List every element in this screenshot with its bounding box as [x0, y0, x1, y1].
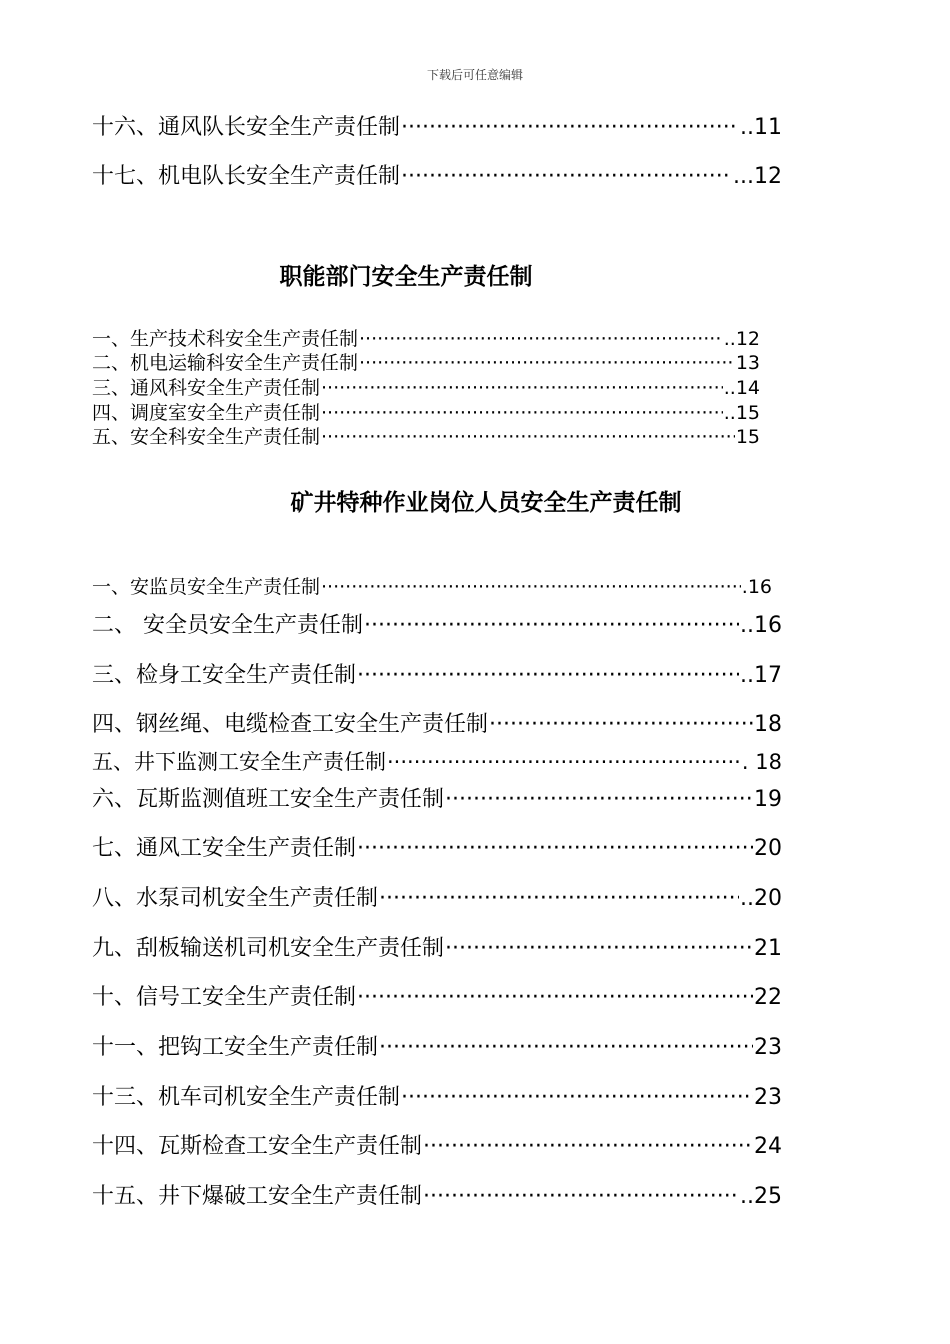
toc-entry-page: 13 [735, 352, 760, 374]
toc-entry-label: 十一、把钩工安全生产责任制 [92, 1035, 379, 1060]
toc-leader-dots [321, 576, 741, 598]
toc-entry-page: 23 [754, 1035, 782, 1060]
toc-leader-dots [445, 787, 753, 812]
toc-entry[interactable] [92, 831, 782, 862]
toc-leader-dots [401, 115, 739, 140]
toc-entry-page: ..16 [740, 613, 782, 638]
toc-entry-page: 18 [754, 712, 782, 737]
toc-leader-dots [423, 1184, 739, 1209]
toc-leader-dots [423, 1134, 753, 1159]
toc-leader-dots [357, 663, 739, 688]
toc-entry-page: ...12 [733, 164, 782, 189]
toc-entry[interactable] [92, 159, 782, 190]
toc-entry[interactable] [92, 782, 782, 813]
toc-leader-dots [321, 402, 723, 424]
toc-leader-dots [489, 712, 753, 737]
toc-entry[interactable] [92, 1129, 782, 1160]
toc-entry[interactable] [92, 608, 782, 639]
toc-entry-label: 六、瓦斯监测值班工安全生产责任制 [92, 787, 445, 812]
toc-entry-label: 一、生产技术科安全生产责任制 [92, 328, 359, 350]
toc-entry[interactable] [92, 746, 782, 776]
toc-entry-label: 二、 安全员安全生产责任制 [92, 613, 363, 638]
page-header: 下载后可任意编辑 [426, 68, 523, 82]
toc-leader-dots [379, 1035, 753, 1060]
toc-entry[interactable] [92, 980, 782, 1011]
toc-entry[interactable] [92, 324, 760, 351]
toc-entry[interactable] [92, 373, 760, 400]
toc-entry-label: 五、井下监测工安全生产责任制 [92, 750, 386, 774]
toc-leader-dots [357, 836, 753, 861]
toc-entry-label: 三、通风科安全生产责任制 [92, 377, 321, 399]
toc-entry-page: . 18 [741, 750, 782, 774]
toc-leader-dots [364, 613, 739, 638]
toc-entry[interactable] [92, 110, 782, 141]
toc-leader-dots [357, 985, 753, 1010]
toc-entry-page: ..25 [740, 1184, 782, 1209]
toc-entry-label: 一、安监员安全生产责任制 [92, 576, 321, 598]
toc-entry-page: ..12 [723, 328, 760, 350]
toc-entry-page: 21 [754, 936, 782, 961]
toc-entry[interactable] [92, 422, 760, 449]
toc-entry-label: 十四、瓦斯检查工安全生产责任制 [92, 1134, 423, 1159]
section-heading: 职能部门安全生产责任制 [279, 264, 533, 290]
toc-entry[interactable] [92, 398, 760, 425]
toc-leader-dots [445, 936, 753, 961]
toc-entry-page: ..11 [740, 115, 782, 140]
toc-leader-dots [379, 886, 739, 911]
toc-entry[interactable] [92, 931, 782, 962]
toc-leader-dots [387, 750, 741, 774]
toc-entry-label: 十三、机车司机安全生产责任制 [92, 1085, 401, 1110]
toc-leader-dots [359, 328, 723, 350]
toc-entry-page: ..15 [723, 402, 760, 424]
toc-entry-label: 三、检身工安全生产责任制 [92, 663, 357, 688]
toc-entry[interactable] [92, 881, 782, 912]
toc-leader-dots [401, 1085, 753, 1110]
toc-entry-label: 七、通风工安全生产责任制 [92, 836, 357, 861]
toc-entry-page: 19 [754, 787, 782, 812]
toc-entry-page: 22 [754, 985, 782, 1010]
toc-entry-label: 九、刮板输送机司机安全生产责任制 [92, 936, 445, 961]
section-heading: 矿井特种作业岗位人员安全生产责任制 [290, 490, 682, 516]
toc-entry[interactable] [92, 348, 760, 375]
toc-entry-page: .16 [741, 576, 772, 598]
toc-entry-label: 十、信号工安全生产责任制 [92, 985, 357, 1010]
toc-entry[interactable] [92, 1080, 782, 1111]
toc-entry[interactable] [92, 658, 782, 689]
toc-entry-label: 五、安全科安全生产责任制 [92, 426, 321, 448]
toc-leader-dots [321, 426, 735, 448]
toc-entry[interactable] [92, 707, 782, 738]
toc-entry[interactable] [92, 572, 772, 599]
toc-entry-page: 20 [754, 836, 782, 861]
toc-leader-dots [359, 352, 735, 374]
toc-leader-dots [401, 164, 732, 189]
toc-entry-page: ..17 [740, 663, 782, 688]
toc-entry-label: 十五、井下爆破工安全生产责任制 [92, 1184, 423, 1209]
toc-leader-dots [321, 377, 723, 399]
toc-entry-page: 23 [754, 1085, 782, 1110]
toc-entry[interactable] [92, 1179, 782, 1210]
toc-entry-page: 24 [754, 1134, 782, 1159]
toc-entry-page: ..20 [740, 886, 782, 911]
toc-entry-label: 十七、机电队长安全生产责任制 [92, 164, 401, 189]
toc-entry-label: 八、水泵司机安全生产责任制 [92, 886, 379, 911]
toc-entry[interactable] [92, 1030, 782, 1061]
toc-entry-label: 十六、通风队长安全生产责任制 [92, 115, 401, 140]
toc-entry-label: 四、钢丝绳、电缆检查工安全生产责任制 [92, 712, 489, 737]
toc-entry-label: 四、调度室安全生产责任制 [92, 402, 321, 424]
toc-entry-page: 15 [735, 426, 760, 448]
toc-entry-label: 二、机电运输科安全生产责任制 [92, 352, 359, 374]
toc-entry-page: ..14 [723, 377, 760, 399]
